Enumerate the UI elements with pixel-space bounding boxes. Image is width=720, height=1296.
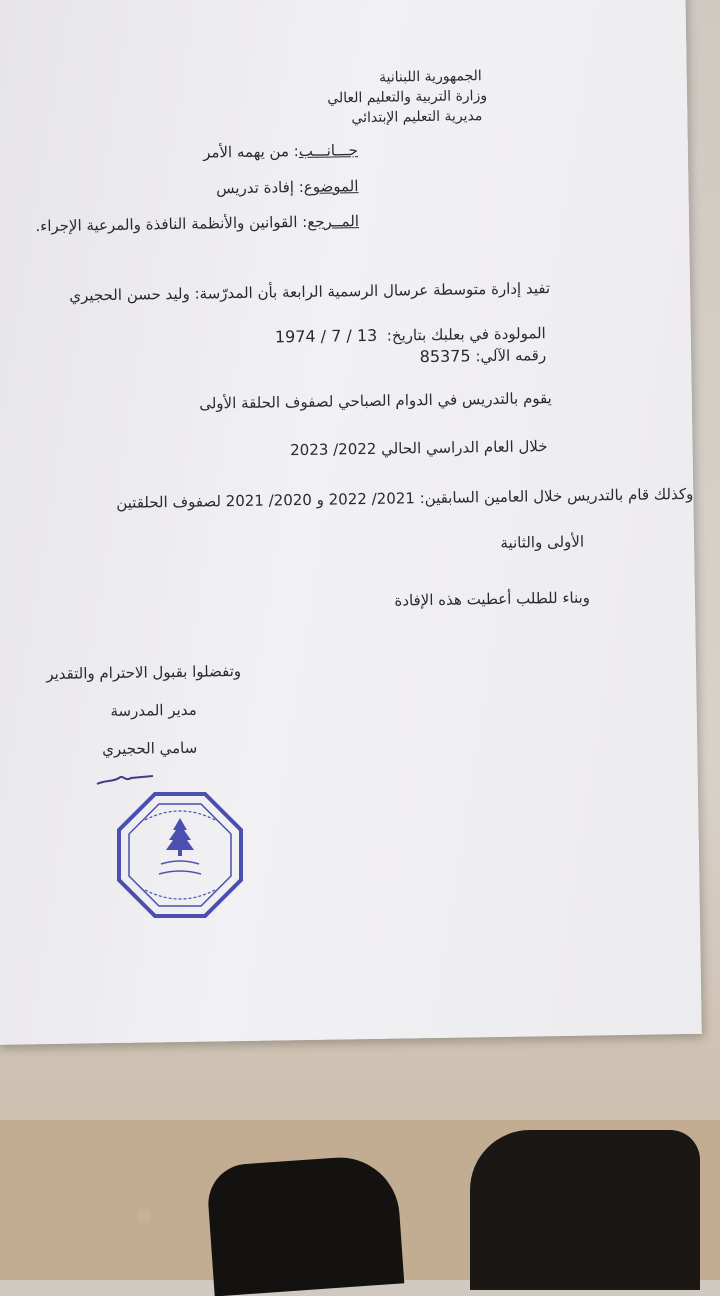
body-paragraph-1: تفيد إدارة متوسطة عرسال الرسمية الرابعة بأن المدرّسة: وليد حسن الحجيري [69, 279, 551, 305]
birth-date: 1974 / 7 / 13 [274, 325, 378, 347]
to-label: جـــانـــب [298, 141, 359, 161]
body-paragraph-2: يقوم بالتدريس في الدوام الصباحي لصفوف الحلقة الأولى [199, 389, 552, 413]
header-line-2: وزارة التربية والتعليم العالي [327, 88, 488, 107]
reference-value: : القوانين والأنظمة النافذة والمرعية الإجراء. [35, 212, 308, 236]
body-paragraph-3: خلال العام الدراسي الحالي 2022/ 2023 [290, 437, 548, 460]
foreground-shadow-left [206, 1154, 405, 1296]
to-line [203, 141, 358, 161]
cedar-icon [166, 818, 194, 856]
signature-mark [95, 768, 155, 790]
to-value: : من يهمه الأمر [202, 142, 299, 162]
body-paragraph-5: وبناء للطلب أعطيت هذه الإفادة [394, 588, 591, 610]
official-stamp [115, 790, 245, 920]
birth-line [275, 323, 546, 346]
id-value: 85375 [419, 346, 471, 367]
header-line-3: مديرية التعليم الإبتدائي [351, 108, 483, 127]
id-line [420, 345, 547, 366]
body-paragraph-4b: الأولى والثانية [500, 532, 585, 552]
closing-line-2: مدير المدرسة [110, 700, 197, 721]
id-label: رقمه الآلي: [475, 346, 547, 366]
subject-label: الموضوع [303, 177, 359, 196]
foreground-shadow-right [470, 1130, 700, 1290]
closing-line-3: سامي الحجيري [102, 738, 198, 759]
birth-label: المولودة في بعلبك بتاريخ: [386, 324, 546, 345]
header-line-1: الجمهورية اللبنانية [378, 68, 482, 86]
subject-value: : إفادة تدريس [216, 177, 304, 198]
closing-line-1: وتفضلوا بقبول الاحترام والتقدير [46, 661, 242, 684]
subject-line [216, 177, 359, 197]
body-paragraph-4: وكذلك قام بالتدريس خلال العامين السابقين: 2021/ 2022 و 2020/ 2021 لصفوف الحلقتين [116, 484, 694, 512]
reference-label: المــرجع [307, 212, 360, 231]
reference-line [35, 212, 359, 235]
